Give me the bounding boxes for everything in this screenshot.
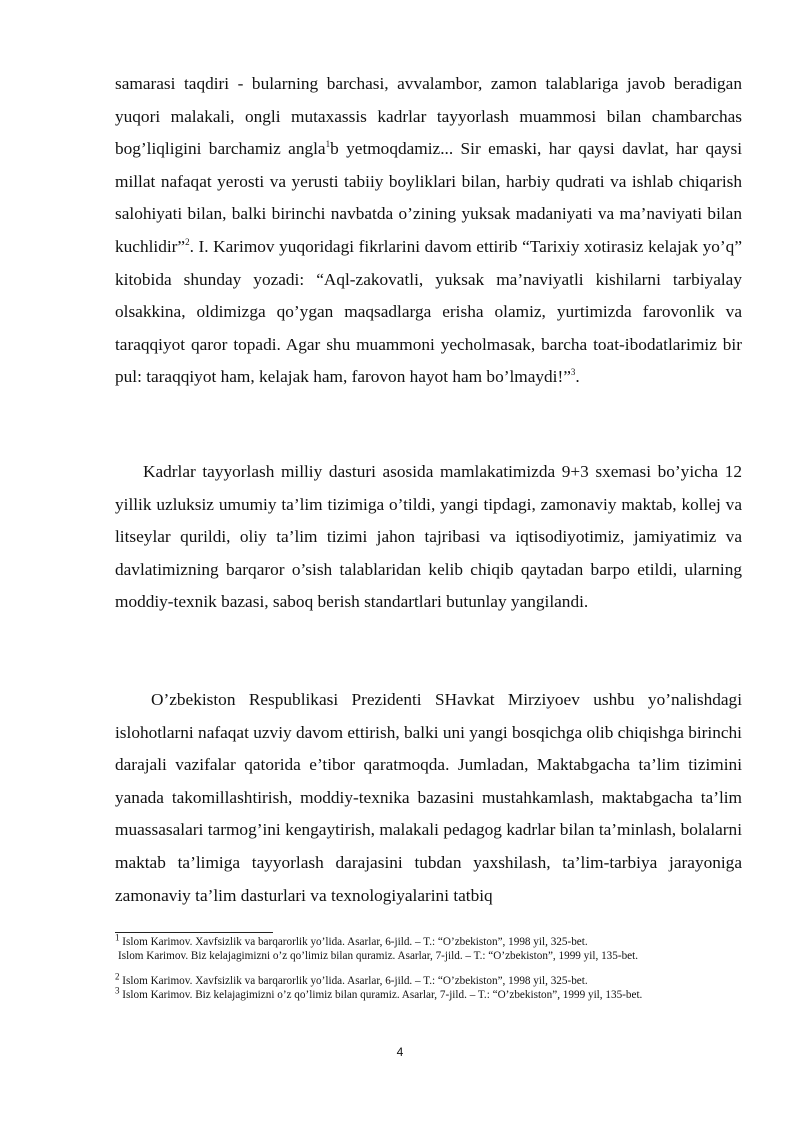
footnote-2-mark: 2 xyxy=(115,971,120,982)
footnote-ref-1: 1 xyxy=(325,139,331,150)
footnote-2 xyxy=(115,971,742,989)
page-number: 4 xyxy=(396,1045,404,1059)
footnote-3-mark: 3 xyxy=(115,985,120,996)
footnote-1-continued xyxy=(115,950,742,964)
footnote-1 xyxy=(115,932,742,950)
footnote-ref-3: 3 xyxy=(570,367,576,378)
footnote-3 xyxy=(115,985,742,1003)
footnote-1-continued-text: Islom Karimov. Biz kelajagimizni o’z qo’limiz bilan quramiz. Asarlar, 7-jild. – T.: “O’zbekiston”, 1999 yil, 135-bet. xyxy=(118,949,639,962)
paragraph-2: Kadrlar tayyorlash milliy dasturi asosida mamlakatimizda 9+3 sxemasi bo’yicha 12 yillik uzluksiz umumiy ta’lim tizimiga o’tildi, yangi tipdagi, zamonaviy maktab, kollej va litseylar qurildi, oliy ta’lim tizimi jahon tajribasi va iqtisodiyotimiz, jamiyatimiz va davlatimizning barqaror o’sish talablaridan kelib chiqib qaytadan barpo etildi, ularning moddiy-texnik bazasi, saboq berish standartlari butunlay yangilandi. xyxy=(115,462,742,612)
footnote-1-mark: 1 xyxy=(115,932,120,943)
footnote-1-text: Islom Karimov. Xavfsizlik va barqarorlik yo’lida. Asarlar, 6-jild. – T.: “O’zbekiston”, 1998 yil, 325-bet. xyxy=(119,936,588,948)
paragraph-3: O’zbekiston Respublikasi Prezidenti SHavkat Mirziyoev ushbu yo’nalishdagi islohotlarni nafaqat uzviy davom ettirish, balki uni yangi bosqichga olib chiqishga birinchi darajali vazifalar qatorida e’tibor qaratmoqda. Jumladan, Maktabgacha ta’lim tizimini yanada takomillashtirish, moddiy-texnika bazasini mustahkamlash, maktabgacha ta’lim muassasalari tarmog’ini kengaytirish, malakali pedagog kadrlar bilan ta’minlash, bolalarni maktab ta’limiga tayyorlash darajasini tubdan yaxshilash, ta’lim-tarbiya jarayoniga zamonaviy ta’lim dasturlari va texnologiyalarini tatbiq xyxy=(115,690,742,905)
footnote-2-text: Islom Karimov. Xavfsizlik va barqarorlik yo’lida. Asarlar, 6-jild. – T.: “O’zbekiston”, 1998 yil, 325-bet. xyxy=(119,975,588,988)
paragraph-1 xyxy=(115,68,742,394)
footnote-separator xyxy=(115,932,273,933)
paragraph-1-text-d: . xyxy=(575,367,580,387)
footnote-ref-2: 2 xyxy=(185,237,190,248)
paragraph-1-text-a: samarasi taqdiri - bularning barchasi, avvalambor, zamon talablariga javob beradigan yuqori malakali, ongli mutaxassis kadrlar tayyorlash muammosi bilan chambarchas bog’liqligini barchamiz angla xyxy=(115,74,742,159)
paragraph-1-text-b: b yetmoqdamiz... Sir emaski, har qaysi davlat, har qaysi millat nafaqat yerosti va yerusti tabiiy boyliklari bilan, harbiy qudrati va ishlab chiqarish salohiyati bilan, balki birinchi navbatda o’zining yuksak madaniyati va ma’naviyati bilan kuchlidir” xyxy=(115,139,742,256)
footnotes xyxy=(115,932,742,1002)
paragraph-1-text-c: . I. Karimov yuqoridagi fikrlarini davom ettirib “Tarixiy xotirasiz kelajak yo’q” kitobida shunday yozadi: “Aql-zakovatli, yuksak ma’naviyatli kishilarni tarbiyalay olsakkina, oldimizga qo’ygan maqsadlarga erisha olamiz, yurtimizda farovonlik va taraqqiyot qaror topadi. Agar shu muammoni yecholmasak, barcha toat-ibodatlarimiz bir pul: taraqqiyot ham, kelajak ham, farovon hayot ham bo’lmaydi!” xyxy=(115,236,742,387)
footnote-3-text: Islom Karimov. Biz kelajagimizni o’z qo’limiz bilan quramiz. Asarlar, 7-jild. – T.: “O’zbekiston”, 1999 yil, 135-bet. xyxy=(119,988,643,1001)
